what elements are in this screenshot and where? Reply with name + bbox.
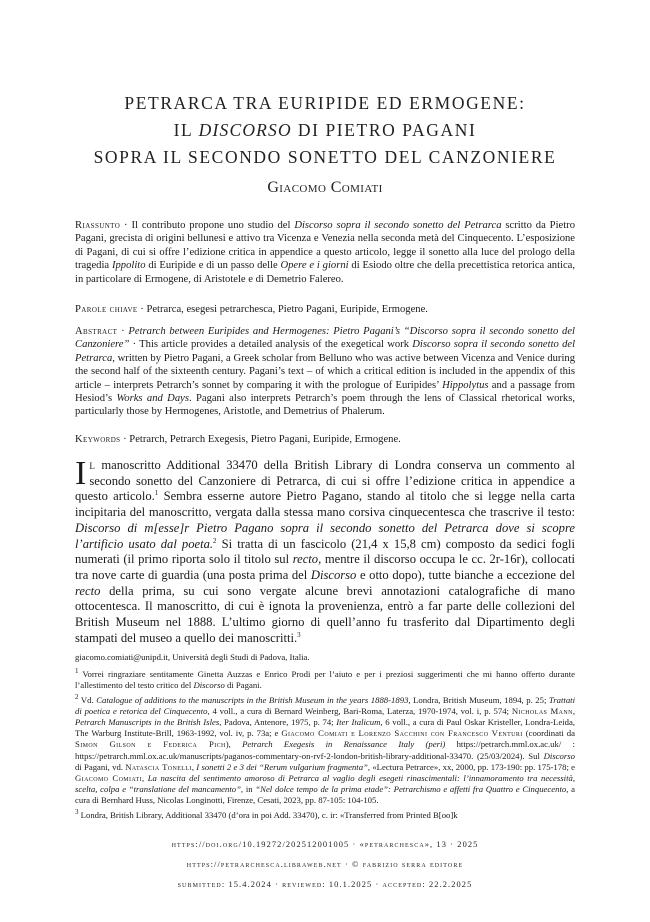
riassunto-paragraph: Riassunto · Il contributo propone uno studio del Discorso sopra il secondo sonetto del Petrarca scritto da Pietro Pagani, grecista di origini bellunesi e attivo tra Vicenza e Venezia nella seconda metà del Cinquecento. L’esposizione di Pagani, di cui si offre l’edizione critica in appendice a questo articolo, legge il sonetto alla luce del prologo della tragedia Ippolito di Euripide e di un passo delle Opere e i giorni di Esiodo oltre che della precettistica retorica antica, in particolare di Ermogene, di Aristotele e di Demetrio Falereo.	[75, 220, 576, 285]
footnote-1: $^1$ Vorrei ringraziare sentitamente Ginetta Auzzas e Enrico Prodi per l’aiuto e per i preziosi suggerimenti che mi hanno offerto durante l’allestimento del testo critico del Discorso di Pagani.	[75, 667, 575, 691]
body-paragraph: Il manoscritto Additional 33470 della British Library di Londra conserva un commento al secondo sonetto del Canzoniere di Petrarca, di cui si offre l’edizione critica in appendice a questo articolo.$^1$ Sembra esserne autore Pietro Pagano, stando al titolo che si legge nella carta incipitaria del manoscritto, vergata dalla stessa mano corsiva cinquecentesca che trascrive il testo: Discorso di m[esse]r Pietro Pagano sopra il secondo sonetto del Petrarca dove si scopre l’artificio usato dal poeta.$^2$ Si tratta di un fascicolo (21,4 x 15,8 cm) composto da sedici fogli numerati (il primo riporta solo il titolo sul recto, mentre il discorso occupa le cc. 2r-16r), collocati tra nove carte di guardia (una posta prima del Discorso e otto dopo), tutte bianche a eccezione del recto della prima, su cui sono vergate alcune brevi annotazioni catalografiche di mano ottocentesca. Il manoscritto, di cui è ignota la provenienza, entrò a far parte delle collezioni del British Museum nel 1888. L’ultimo giorno di quell’anno fu trasferito dal Dipartimento degli stampati del museo a quello dei manoscritti.$^3$	[75, 455, 575, 645]
footnote-ref-1[interactable]: 1	[154, 489, 159, 498]
keywords-paragraph: Keywords · Petrarch, Petrarch Exegesis, Pietro Pagani, Euripide, Ermogene.	[75, 434, 401, 445]
footnotes	[75, 652, 575, 824]
author-name: Giacomo Comiati	[267, 179, 383, 196]
title-line-1: PETRARCA TRA EURIPIDE ED ERMOGENE:	[124, 93, 526, 113]
parole-chiave-paragraph: Parole chiave · Petrarca, esegesi petrarchesca, Pietro Pagani, Euripide, Ermogene.	[75, 304, 428, 315]
riassunto-label: Riassunto	[75, 220, 121, 231]
peri-url[interactable]: https://petrarch.mml.ox.ac.uk/ : https://petrarch.mml.ox.ac.uk/manuscripts/paganos-commentary-on-rvf-2-london-british-library-additional-33470. (25/03/2024). Sul	[75, 739, 575, 761]
abstract-label: Abstract	[75, 326, 118, 337]
author-affiliation-note: giacomo.comiati@unipd.it, Università degli Studi di Padova, Italia.	[75, 652, 310, 662]
footnote-ref-3[interactable]: 3	[297, 630, 301, 639]
submission-dates: submitted: 15.4.2024 · reviewed: 10.1.2025 · accepted: 22.2.2025	[177, 880, 473, 889]
footnote-2: $^2$ Vd. Catalogue of additions to the manuscripts in the British Museum in the years 1888-1893, Londra, British Museum, 1894, p. 25; Trattati di poetica e retorica del Cinquecento, 4 voll., a cura di Bernard Weinberg, Bari-Roma, Laterza, 1970-1974, vol. i, p. 574; Nicholas Mann, Petrarch Manuscripts in the British Isles, Padova, Antenore, 1975, p. 74; Iter Italicum, 6 voll., a cura di Paul Oskar Kristeller, Londra-Leida, The Warburg Institute-Brill, 1963-1992, vol. iv, p. 73a; e Giacomo Comiati e Lorenzo Sacchini con Francesco Venturi (coordinati da Simon Gilson e Federica Pich), Petrarch Exegesis in Renaissance Italy (peri) https://petrarch.mml.ox.ac.uk/ : https://petrarch.mml.ox.ac.uk/manuscripts/paganos-commentary-on-rvf-2-london-british-library-additional-33470. (25/03/2024). Sul Discorso di Pagani, vd. Natascia Tonelli, I sonetti 2 e 3 dei “Rerum vulgarium fragmenta”, «Lectura Petrarce», xx, 2000, pp. 173-190: pp. 175-178; e Giacomo Comiati, La nascita del sentimento amoroso di Petrarca al vaglio degli esegeti rinascimentali: l’innamoramento tra necessità, scelta, colpa e “translatione del mancamento”, in “Nel dolce tempo de la prima etade”: Petrarchismo e affetti fra Quattro e Cinquecento, a cura di Bernhard Huss, Nicolas Longinotti, Firenze, Cesati, 2023, pp. 87-105: 104-105.	[75, 692, 576, 806]
footnote-3: $^3$ Londra, British Library, Additional 33470 (d’ora in poi Add. 33470), c. ir: «Transferred from Printed B[oo]k	[75, 807, 458, 820]
keywords-label: Keywords	[75, 434, 121, 445]
footnote-ref-2[interactable]: 2	[213, 536, 217, 545]
article-title	[40, 90, 610, 171]
drop-cap: I	[75, 455, 87, 492]
title-line-2: IL DISCORSO DI PIETRO PAGANI	[173, 120, 477, 140]
title-line-3: SOPRA IL SECONDO SONETTO DEL CANZONIERE	[93, 147, 557, 167]
parole-chiave-label: Parole chiave	[75, 304, 138, 315]
doi-line[interactable]: https://doi.org/10.19272/202512001005 · «petrarchesca», 13 · 2025	[171, 840, 479, 849]
abstract-paragraph: Abstract · Petrarch between Euripides and Hermogenes: Pietro Pagani’s “Discorso sopra il secondo sonetto del Canzoniere” · This article provides a detailed analysis of the exegetical work Discorso sopra il secondo sonetto del Petrarca, written by Pietro Pagani, a Greek scholar from Belluno who was active between Vicenza and Venice during the second half of the sixteenth century. Pagani’s text – of which a critical edition is included in the appendix of this article – interprets Petrarch’s sonnet by comparing it with the prologue of Euripides’ Hippolytus and a passage from Hesiod’s Works and Days. Pagani also interprets Petrarch’s poem through the lens of Classical rhetorical works, particularly those by Hermogenes, Aristotle, and Demetrius of Phalerum.	[75, 326, 576, 418]
publisher-line[interactable]: https://petrarchesca.libraweb.net · © fabrizio serra editore	[186, 860, 464, 869]
